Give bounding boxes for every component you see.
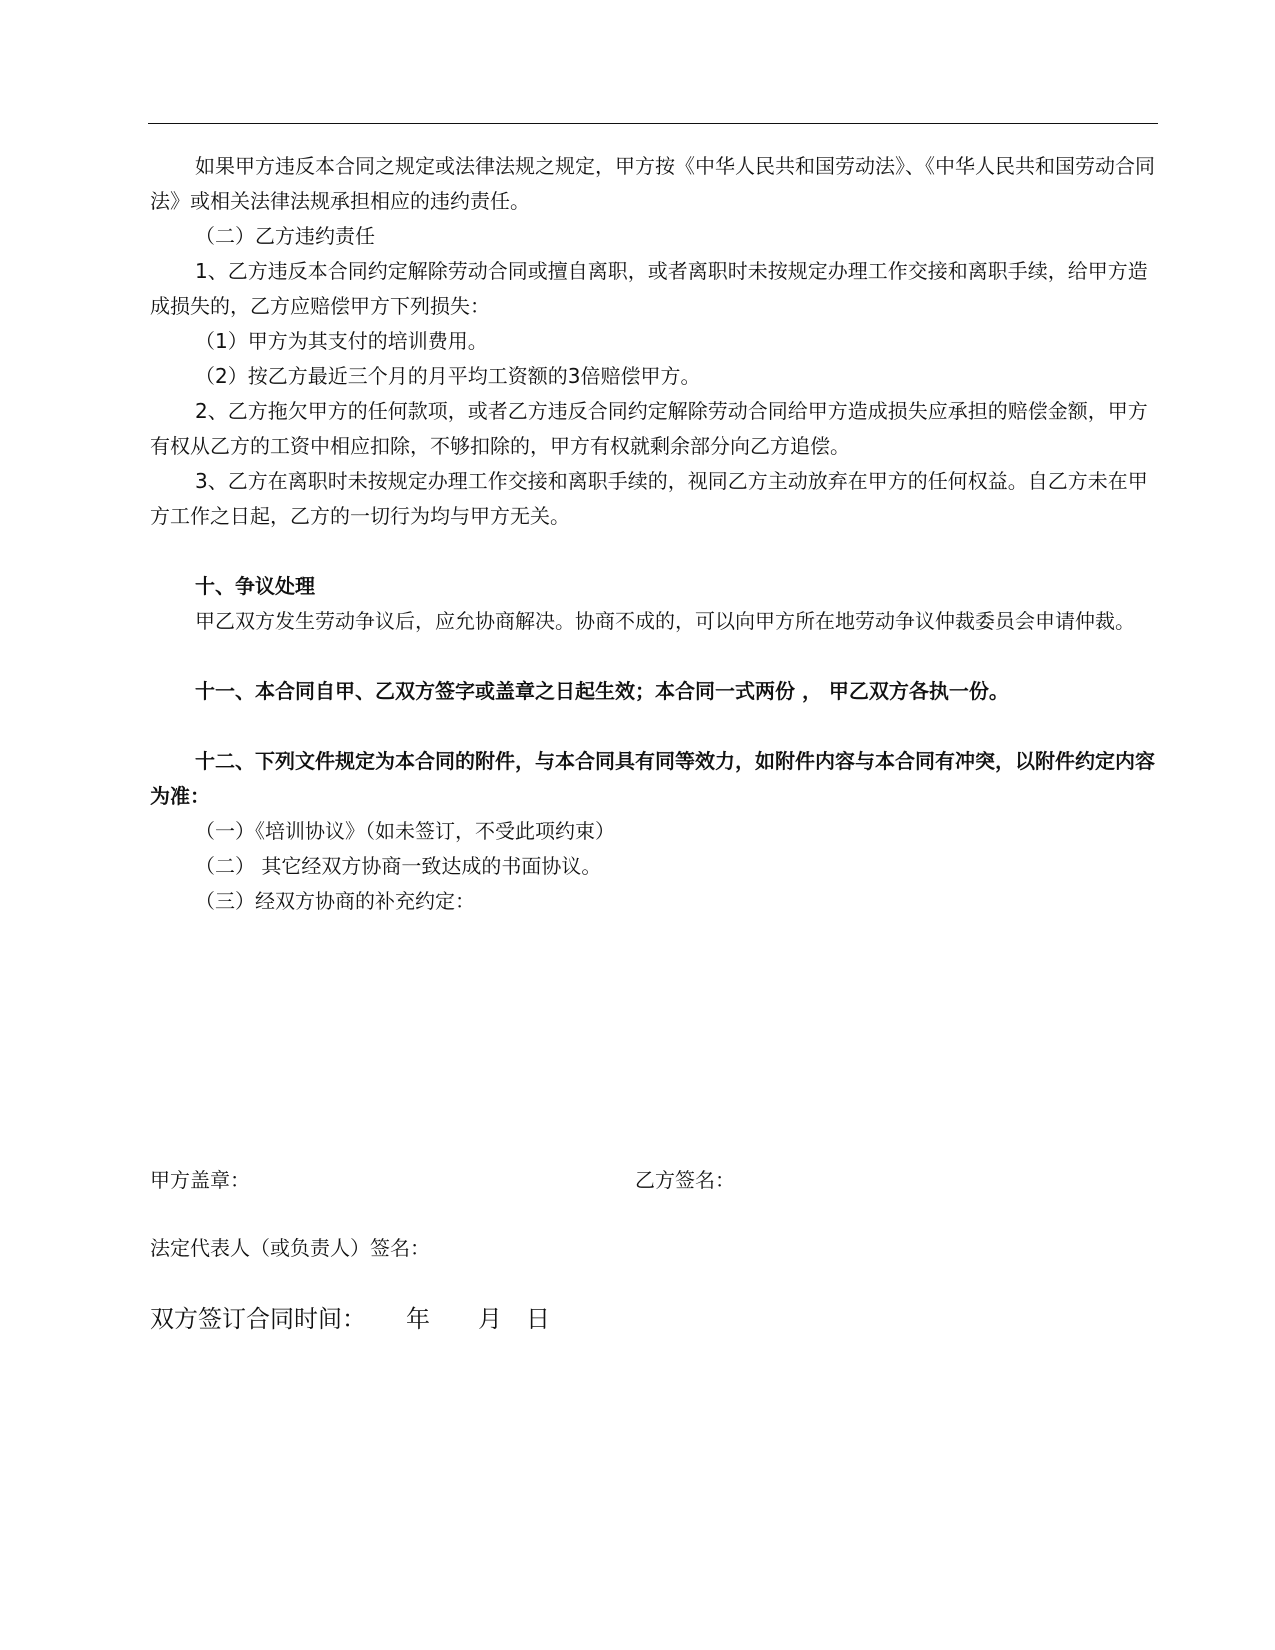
section-11-heading: 十一、本合同自甲、乙双方签字或盖章之日起生效；本合同一式两份 ， 甲乙双方各执一份。 bbox=[195, 679, 1009, 703]
date-day: 日 bbox=[526, 1305, 550, 1333]
party-a-liability-paragraph: 如果甲方违反本合同之规定或法律法规之规定，甲方按《中华人民共和国劳动法》、《中华人民共和国劳动合同法》或相关法律法规承担相应的违约责任。 bbox=[150, 154, 1155, 213]
attachment-item-2: （二） 其它经双方协商一致达成的书面协议。 bbox=[195, 854, 602, 878]
clause-2-paragraph: 2、乙方拖欠甲方的任何款项，或者乙方违反合同约定解除劳动合同给甲方造成损失应承担的赔偿金额，甲方有权从乙方的工资中相应扣除，不够扣除的，甲方有权就剩余部分向乙方追偿。 bbox=[150, 399, 1148, 458]
date-year: 年 bbox=[406, 1305, 430, 1333]
attachment-item-1: （一）《培训协议》（如未签订，不受此项约束） bbox=[195, 819, 615, 843]
party-a-seal-label: 甲方盖章： bbox=[150, 1168, 250, 1192]
party-b-liability-heading: （二）乙方违约责任 bbox=[195, 224, 375, 248]
section-12-heading: 十二、下列文件规定为本合同的附件，与本合同具有同等效力，如附件内容与本合同有冲突，以附件约定内容为准： bbox=[150, 749, 1155, 808]
date-month: 月 bbox=[478, 1305, 502, 1333]
contract-body bbox=[150, 149, 1158, 919]
date-label: 双方签订合同时间： bbox=[150, 1305, 366, 1333]
attachment-item-3: （三）经双方协商的补充约定： bbox=[195, 889, 475, 913]
section-10-heading: 十、争议处理 bbox=[195, 574, 315, 598]
spacer bbox=[150, 639, 1158, 674]
clause-3-paragraph: 3、乙方在离职时未按规定办理工作交接和离职手续的，视同乙方主动放弃在甲方的任何权益。自乙方未在甲方工作之日起，乙方的一切行为均与甲方无关。 bbox=[150, 469, 1148, 528]
spacer bbox=[150, 709, 1158, 744]
legal-rep-sign-label: 法定代表人（或负责人）签名： bbox=[150, 1236, 430, 1260]
clause-1-paragraph: 1、乙方违反本合同约定解除劳动合同或擅自离职，或者离职时未按规定办理工作交接和离职手续，给甲方造成损失的，乙方应赔偿甲方下列损失： bbox=[150, 259, 1148, 318]
header-rule bbox=[148, 123, 1158, 124]
clause-1-item-1: （1）甲方为其支付的培训费用。 bbox=[195, 329, 488, 353]
contract-date-line bbox=[150, 1302, 550, 1336]
party-b-sign-label: 乙方签名： bbox=[635, 1168, 735, 1192]
dispute-paragraph: 甲乙双方发生劳动争议后，应允协商解决。协商不成的，可以向甲方所在地劳动争议仲裁委员会申请仲裁。 bbox=[195, 609, 1135, 633]
clause-1-item-2: （2）按乙方最近三个月的月平均工资额的3倍赔偿甲方。 bbox=[195, 364, 701, 388]
spacer bbox=[150, 534, 1158, 569]
